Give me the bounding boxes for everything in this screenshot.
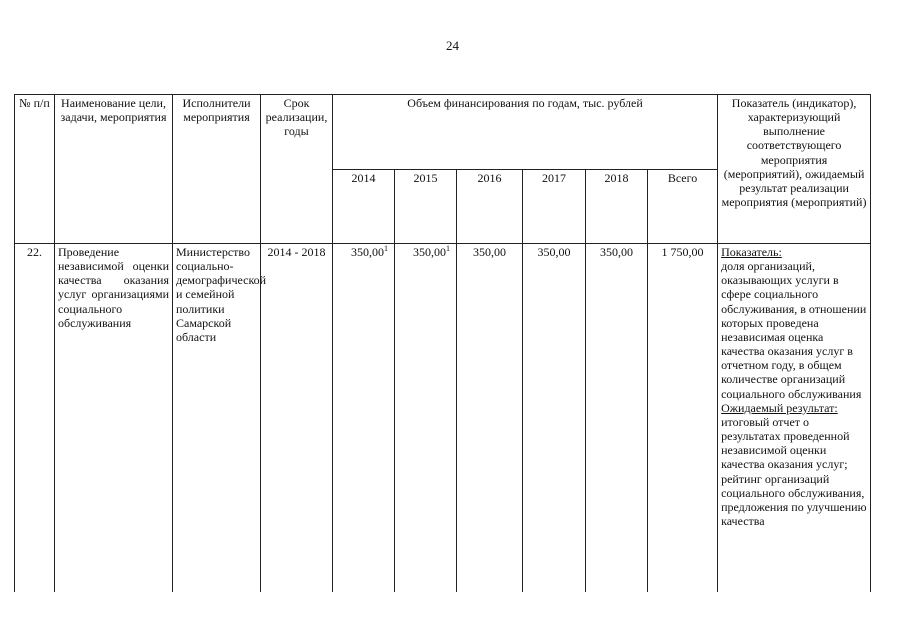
- row-name: Проведение независимой оценки качества оказания услуг организациями социального обслуживания: [55, 244, 173, 593]
- header-indicator: Показатель (индикатор), характеризующий выполнение соответствующего мероприятия (мероприятий), ожидаемый результат реализации мероприятия (мероприятий): [718, 95, 871, 244]
- row-value-2018: 350,00: [586, 244, 648, 593]
- row-value-2016: 350,00: [457, 244, 523, 593]
- header-year-2014: 2014: [333, 169, 395, 244]
- row-value-total: 1 750,00: [648, 244, 718, 593]
- footnote-mark: 1: [446, 244, 450, 253]
- table-row: [15, 244, 871, 593]
- header-year-total: Всего: [648, 169, 718, 244]
- row-indicator: [718, 244, 871, 593]
- result-text: итоговый отчет о результатах проведенной независимой оценки качества оказания услуг; рейтинг организаций социального обслуживания, предложения по улучшению качества: [721, 414, 867, 528]
- row-executor: Министерство социально-демографической и семейной политики Самарской области: [173, 244, 261, 593]
- header-year-2015: 2015: [395, 169, 457, 244]
- header-term: Срок реализации, годы: [261, 95, 333, 244]
- footnote-mark: 1: [384, 244, 388, 253]
- row-value-2017: 350,00: [523, 244, 586, 593]
- row-value-2014: 350,00$^1$: [333, 244, 395, 593]
- program-table: [14, 94, 871, 592]
- row-value-2015: 350,00$^1$: [395, 244, 457, 593]
- result-label: Ожидаемый результат:: [721, 400, 838, 415]
- page-number: 24: [446, 38, 459, 53]
- header-row: [15, 95, 871, 170]
- row-num: 22.: [15, 244, 55, 593]
- header-year-2017: 2017: [523, 169, 586, 244]
- indicator-label: Показатель:: [721, 245, 782, 259]
- header-name: Наименование цели, задачи, мероприятия: [55, 95, 173, 244]
- header-num: № п/п: [15, 95, 55, 244]
- header-executors: Исполнители мероприятия: [173, 95, 261, 244]
- header-funding: Объем финансирования по годам, тыс. рублей: [333, 95, 718, 170]
- row-term: 2014 - 2018: [261, 244, 333, 593]
- indicator-text: доля организаций, оказывающих услуги в сфере социального обслуживания, в отношении которых проведена независимая оценка качества оказания услуг в отчетном году, в общем количестве организаций социального обслуживания: [721, 259, 867, 401]
- header-year-2018: 2018: [586, 169, 648, 244]
- header-year-2016: 2016: [457, 169, 523, 244]
